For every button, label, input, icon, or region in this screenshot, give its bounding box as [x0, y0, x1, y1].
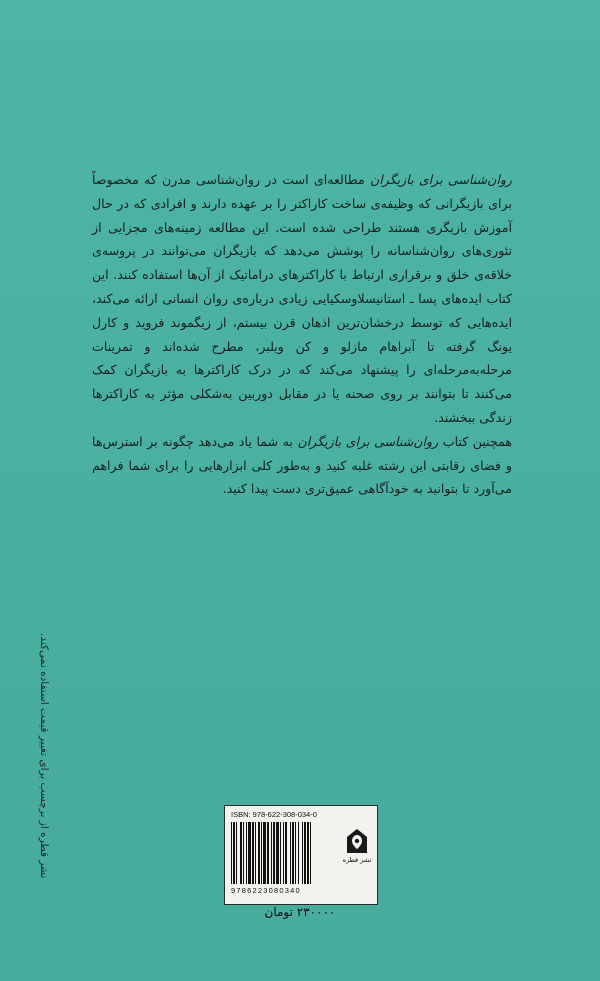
- publisher-logo: [343, 828, 371, 886]
- description-paragraph-1: [92, 168, 512, 430]
- book-title-italic: روان‌شناسی برای بازیگران: [297, 433, 439, 449]
- publisher-logo-icon: [346, 828, 368, 854]
- isbn-text: ISBN: 978-622-308-034-0: [231, 810, 317, 819]
- barcode-number: 9786223080340: [231, 886, 301, 895]
- book-title-italic: روان‌شناسی برای بازیگران: [370, 172, 512, 187]
- description-paragraph-2: [92, 430, 512, 501]
- description-text: مطالعه‌ای است در روان‌شناسی مدرن که مخصوصاً برای بازیگرانی که وظیفه‌ی ساخت کاراکتر را بر عهده دارند و افرادی که در حال آموزش بازیگری هستند طراحی شده است. این مطالعه زمینه‌های مجزایی از تئوری‌های روان‌شناسانه را پوشش می‌دهد که بازیگران می‌توانند در پروسه‌ی خلاقه‌ی خلق و برقراری ارتباط با کاراکترهای دراماتیک از آن‌ها استفاده کنند. این کتاب ایده‌های پسا ـ استانیسلاوسکیایی زیادی درباره‌ی روان انسانی ارائه می‌کند، ایده‌هایی که توسط درخشان‌ترین اذهان قرن بیستم، از زیگموند فروید و کارل یونگ گرفته تا آبراهام مازلو و کن ویلبر، مطرح شده‌اند و تمرینات مرحله‌به‌مرحله‌ای را پیشنهاد می‌کند که در درک کاراکترها به بازیگران کمک می‌کنند تا بتوانند بر روی صحنه یا در مقابل دوربین به‌شکلی مؤثر به کاراکترها زندگی ببخشند.: [92, 172, 512, 425]
- barcode-block: [224, 805, 378, 905]
- barcode-icon: [231, 822, 337, 884]
- book-description: [92, 168, 512, 501]
- price-label-note: نشر قطره از برچسب برای تغییر قیمت استفاده نمی‌کند.: [38, 633, 50, 879]
- description-text: همچنین کتاب: [442, 433, 513, 449]
- description-text: به شما یاد می‌دهد چگونه بر استرس‌ها و فضای رقابتی این رشته غلبه کنید و به‌طور کلی ابزارهایی را برای شما فراهم می‌آورد تا بتوانید به خودآگاهی عمیق‌تری دست پیدا کنید.: [92, 433, 512, 497]
- price-text: ۲۳۰۰۰۰ تومان: [264, 905, 336, 919]
- publisher-logo-text: نشر قطره: [342, 856, 372, 864]
